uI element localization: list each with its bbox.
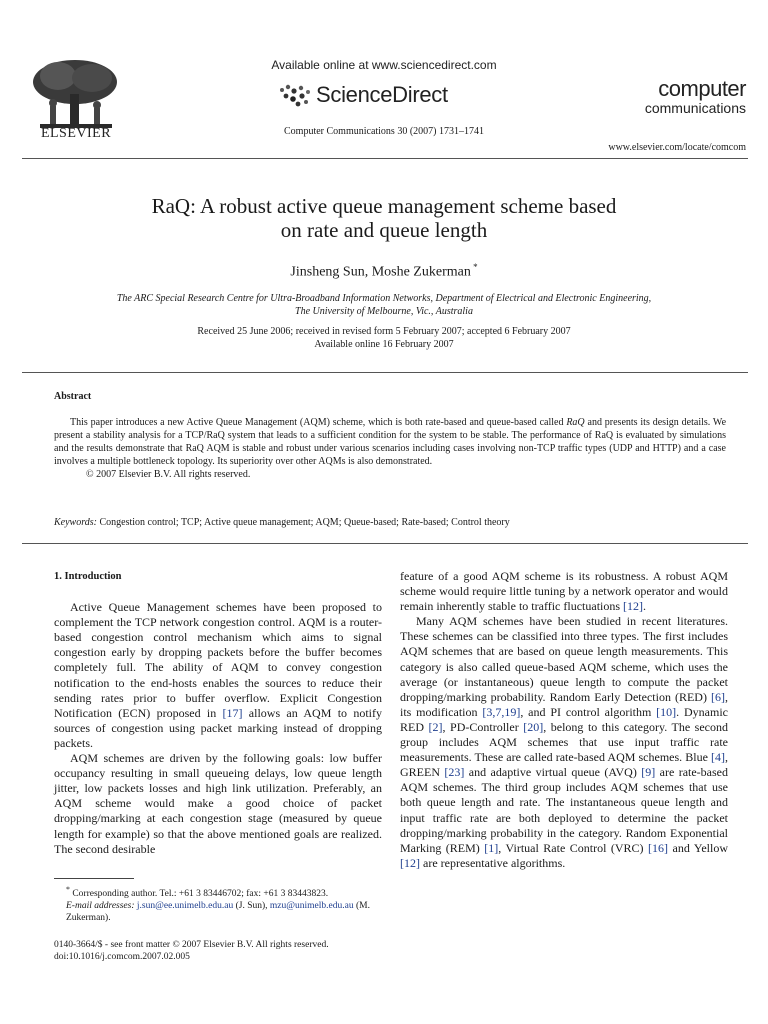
citation-link[interactable]: [10]: [656, 704, 677, 719]
body-paragraph: AQM schemes are driven by the following goals: low buffer occupancy resulting in small queueing delays, low queue length jitter, low packets losses and high link utilization. Preferably, an AQM scheme would make a good choice of packet dropping/marking at each congestion stage (measured by queue length for example) so that the above mentioned goals are realized. The second desirable: [54, 751, 382, 856]
doi-link[interactable]: doi:10.1016/j.comcom.2007.02.005: [54, 952, 190, 962]
journal-citation: Computer Communications 30 (2007) 1731–1741: [284, 126, 484, 137]
citation-link[interactable]: [1]: [484, 840, 499, 855]
body-paragraph: Active Queue Management schemes have been proposed to complement the TCP network congestion control. AQM is a router-based congestion control mechanism which aims to signal congestion early by dropping packets before the buffer becomes completely full. The ability of AQM to convey congestion notification to the end-hosts enables the sources to reduce their sending rates prior to buffer overflow. Explicit Congestion Notification (ECN) proposed in [17] allows an AQM to notify sources of congestion using packet marking instead of dropping packets.: [54, 600, 382, 750]
footnote-mark: *: [66, 885, 70, 894]
sciencedirect-logo[interactable]: [276, 82, 476, 112]
sciencedirect-dots-icon: [276, 82, 316, 110]
paper-title: [60, 194, 708, 242]
citation-link[interactable]: [12]: [400, 855, 420, 870]
citation-link[interactable]: [16]: [648, 840, 669, 855]
citation-link[interactable]: [2]: [428, 719, 443, 734]
issn-doi: [54, 939, 329, 963]
citation-link[interactable]: [3,7,19]: [482, 704, 521, 719]
author-names: Jinsheng Sun, Moshe Zukerman: [290, 264, 471, 280]
keywords: [54, 517, 510, 528]
abstract-emphasis: RaQ: [566, 417, 585, 428]
title-line: RaQ: A robust active queue management scheme based: [151, 194, 617, 218]
abstract-bottom-divider: [22, 543, 748, 544]
online-date: Available online 16 February 2007: [314, 339, 454, 350]
corresponding-author-mark[interactable]: *: [470, 262, 478, 272]
abstract-copyright: © 2007 Elsevier B.V. All rights reserved.: [86, 469, 251, 480]
footnote-line: * Corresponding author. Tel.: +61 3 83446702; fax: +61 3 83443823.: [66, 885, 329, 900]
received-dates: Received 25 June 2006; received in revised form 5 February 2007; accepted 6 February 2007: [197, 326, 571, 337]
email-link[interactable]: j.sun@ee.unimelb.edu.au: [136, 901, 234, 912]
footnote-line: E-mail addresses: j.sun@ee.unimelb.edu.au (J. Sun), mzu@unimelb.edu.au (M. Zukerman).: [66, 901, 370, 924]
keywords-list: Congestion control; TCP; Active queue management; AQM; Queue-based; Rate-based; Control theory: [96, 517, 510, 528]
abstract-heading: Abstract: [54, 391, 92, 402]
article-history: [0, 325, 768, 351]
footnote-divider: [54, 878, 134, 879]
email-label: E-mail addresses:: [66, 901, 135, 912]
publisher-name: ELSEVIER: [40, 126, 112, 141]
footnote: [54, 884, 382, 924]
abstract-top-divider: [22, 372, 748, 373]
left-column: [54, 569, 382, 857]
issn-line: 0140-3664/$ - see front matter © 2007 Elsevier B.V. All rights reserved.: [54, 940, 329, 950]
journal-url-link[interactable]: www.elsevier.com/locate/comcom: [608, 142, 746, 153]
body-paragraph: Many AQM schemes have been studied in recent literatures. These schemes can be classified into three types. The first includes AQM schemes that are based on queue length measurements. This category is also called queue-based AQM scheme, which uses the average (or instantaneous) queue length to compute the packet dropping/marking probability. Random Early Detection (RED) [6], its modification [3,7,19], and PI control algorithm [10]. Dynamic RED [2], PD-Controller [20], belong to this category. The second group includes AQM schemes that use input traffic rate measurements. These are called rate-based AQM schemes. Blue [4], GREEN [23] and adaptive virtual queue (AVQ) [9] are rate-based AQM schemes. The third group includes AQM schemes that use both queue length and rate. The instantaneous queue length and input traffic rate are both deployed to determine the packet dropping/marking probability in the category. Random Exponential Marking (REM) [1], Virtual Rate Control (VRC) [16] and Yellow [12] are representative algorithms.: [400, 614, 729, 870]
citation-link[interactable]: [12]: [623, 599, 644, 614]
citation-link[interactable]: [23]: [444, 765, 465, 780]
citation-link[interactable]: [17]: [222, 705, 243, 720]
email-link[interactable]: mzu@unimelb.edu.au: [269, 901, 354, 912]
citation-link[interactable]: [9]: [641, 765, 656, 780]
citation-link[interactable]: [20]: [523, 719, 544, 734]
section-heading: 1. Introduction: [54, 571, 122, 582]
keywords-label: Keywords:: [54, 517, 97, 528]
body-paragraph: feature of a good AQM scheme is its robustness. A robust AQM scheme would require little tuning by a network operator and would remain inherently stable to traffic fluctuations [12].: [400, 569, 728, 614]
title-line: on rate and queue length: [280, 218, 488, 242]
available-online-text[interactable]: Available online at www.sciencedirect.com: [271, 58, 497, 72]
affiliation-line: The University of Melbourne, Vic., Australia: [295, 306, 473, 317]
abstract-body: [54, 416, 726, 481]
header-divider: [22, 158, 748, 159]
authors: [0, 262, 768, 281]
affiliation-line: The ARC Special Research Centre for Ultra-Broadband Information Networks, Department of Electrical and Electronic Engineering,: [116, 293, 652, 304]
abstract-paragraph: This paper introduces a new Active Queue Management (AQM) scheme, which is both rate-based and queue-based called RaQ and presents its design details. We present a stability analysis for a TCP/RaQ system that leads to a sufficient condition for the system to be stable. The performance of RaQ is evaluated by simulations and the results demonstrate that RaQ AQM is stable and robust under various scenarios including cases involving non-TCP traffic types (UDP and HTTP) and a case involves a multiple bottleneck topology. Its superiority over other AQMs is also demonstrated.: [54, 417, 727, 467]
sciencedirect-wordmark: ScienceDirect: [316, 82, 448, 107]
citation-link[interactable]: [6]: [711, 689, 725, 704]
journal-logo-line2: communications: [644, 100, 746, 116]
journal-logo-line1: computer: [658, 76, 746, 101]
right-column: [400, 569, 728, 871]
affiliation: [80, 292, 688, 318]
citation-link[interactable]: [4]: [711, 750, 725, 765]
journal-logo: [645, 78, 746, 116]
